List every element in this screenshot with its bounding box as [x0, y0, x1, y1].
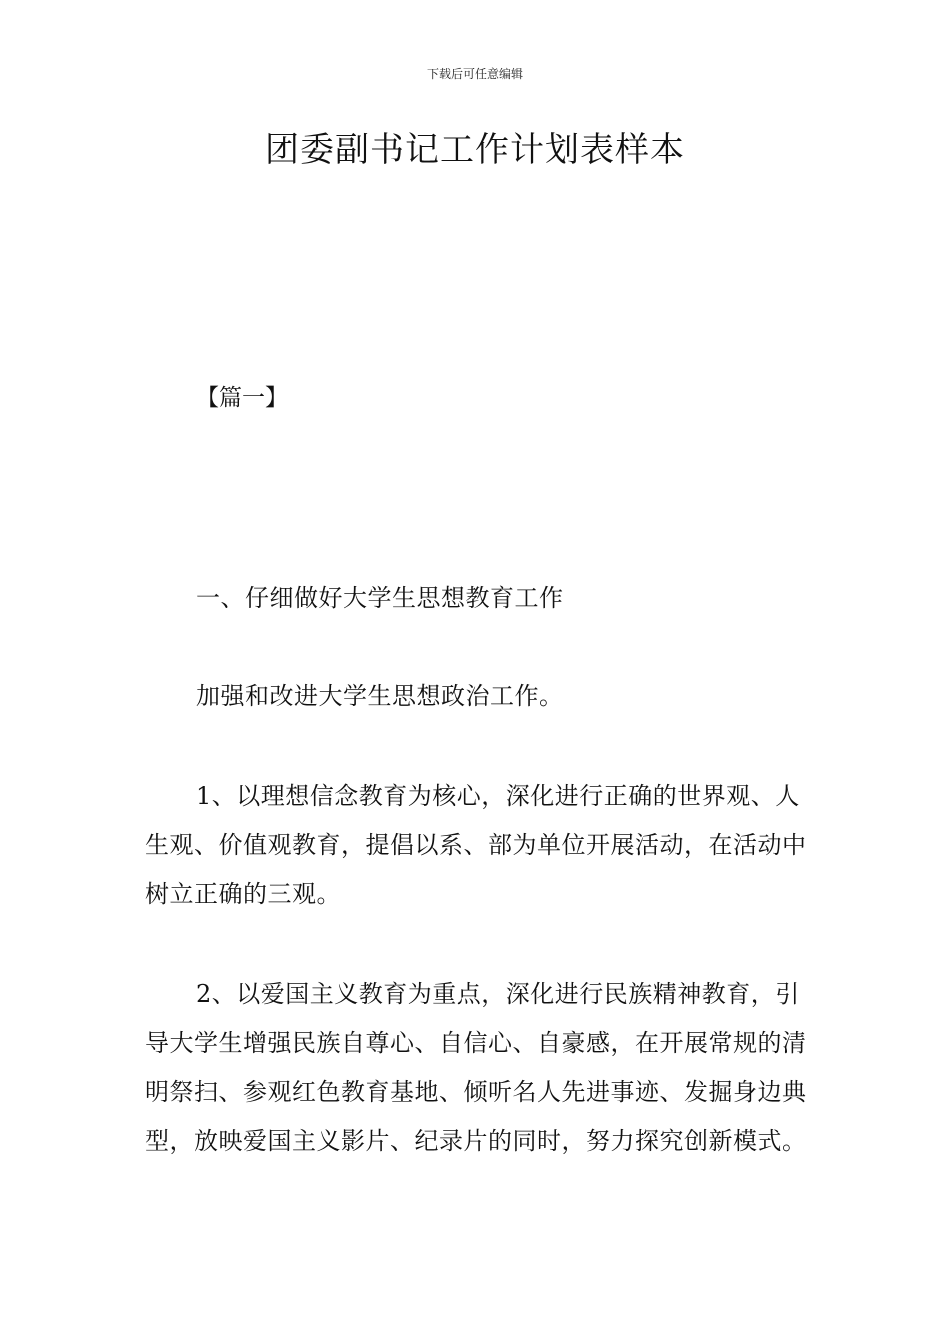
intro-paragraph: 加强和改进大学生思想政治工作。	[196, 682, 564, 710]
section-heading: 一、仔细做好大学生思想教育工作	[196, 584, 564, 612]
section-label: 【篇一】	[196, 385, 288, 411]
header-note: 下载后可任意编辑	[426, 67, 523, 81]
list-item-2: 2、以爱国主义教育为重点，深化进行民族精神教育，引导大学生增强民族自尊心、自信心、自豪感，在开展常规的清明祭扫、参观红色教育基地、倾听名人先进事迹、发掘身边典型，放映爱国主义影片、纪录片的同时，努力探究创新模式。	[145, 980, 807, 1155]
document-title: 团委副书记工作计划表样本	[265, 130, 685, 170]
list-item-1: 1、以理想信念教育为核心，深化进行正确的世界观、人生观、价值观教育，提倡以系、部为单位开展活动，在活动中树立正确的三观。	[145, 782, 807, 908]
